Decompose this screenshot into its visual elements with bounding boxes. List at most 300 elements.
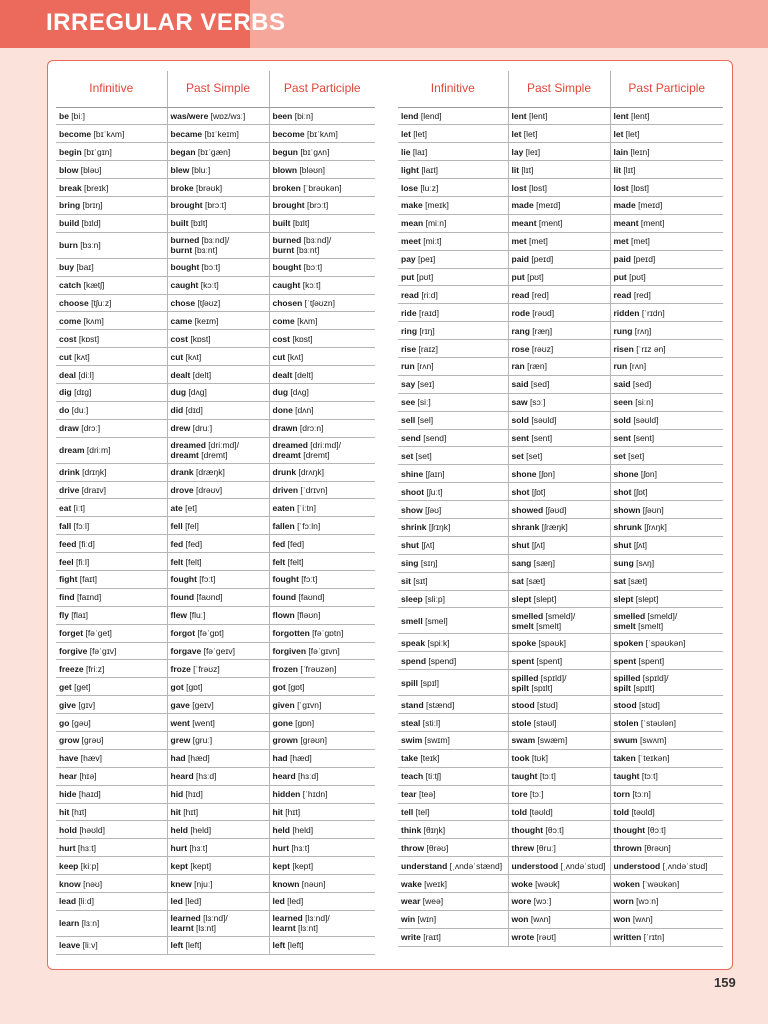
past-participle-cell: chosen [ˈtʃəʊzn] [269, 294, 375, 312]
past-participle-cell: hit [hɪt] [269, 803, 375, 821]
infinitive-cell: steal [stiːl] [398, 714, 508, 732]
infinitive-cell: eat [iːt] [56, 499, 167, 517]
infinitive-cell: smell [smel] [398, 608, 508, 634]
past-participle-cell: fought [fɔːt] [269, 570, 375, 588]
infinitive-cell: win [wɪn] [398, 910, 508, 928]
infinitive-cell: set [set] [398, 447, 508, 465]
past-participle-cell: put [pʊt] [610, 268, 723, 286]
past-participle-cell: taken [ˈteɪkən] [610, 749, 723, 767]
table-row [56, 624, 375, 642]
past-simple-cell: spent [spent] [508, 652, 610, 670]
past-simple-cell: learned [lɜːnd]/ learnt [lɜːnt] [167, 910, 269, 936]
past-simple-cell: dreamed [driːmd]/ dreamt [dremt] [167, 437, 269, 463]
table-row [398, 696, 723, 714]
past-participle-cell: smelled [smeld]/ smelt [smelt] [610, 608, 723, 634]
infinitive-cell: read [riːd] [398, 286, 508, 304]
past-participle-cell: felt [felt] [269, 553, 375, 571]
past-simple-cell: tore [tɔː] [508, 785, 610, 803]
infinitive-cell: make [meɪk] [398, 196, 508, 214]
infinitive-cell: take [teɪk] [398, 749, 508, 767]
infinitive-cell: burn [bɜːn] [56, 232, 167, 258]
infinitive-cell: rise [raɪz] [398, 340, 508, 358]
past-participle-cell: lain [leɪn] [610, 143, 723, 161]
table-row [398, 196, 723, 214]
past-participle-cell: understood [ˌʌndəˈstʊd] [610, 857, 723, 875]
table-row [56, 143, 375, 161]
table-row [398, 107, 723, 125]
infinitive-cell: shut [ʃʌt] [398, 536, 508, 554]
past-participle-cell: written [ˈrɪtn] [610, 928, 723, 946]
table-row [56, 214, 375, 232]
infinitive-cell: drink [drɪŋk] [56, 463, 167, 481]
table-row [398, 608, 723, 634]
past-participle-cell: made [meɪd] [610, 196, 723, 214]
table-row [398, 393, 723, 411]
past-participle-cell: learned [lɜːnd]/ learnt [lɜːnt] [269, 910, 375, 936]
table-row [56, 606, 375, 624]
infinitive-cell: be [biː] [56, 107, 167, 125]
past-simple-cell: rode [rəʊd] [508, 304, 610, 322]
past-simple-cell: went [went] [167, 714, 269, 732]
infinitive-cell: send [send] [398, 429, 508, 447]
infinitive-cell: begin [bɪˈɡɪn] [56, 143, 167, 161]
table-row [398, 875, 723, 893]
table-row [398, 125, 723, 143]
infinitive-cell: understand [ˌʌndəˈstænd] [398, 857, 508, 875]
table-header-row [398, 71, 723, 107]
past-participle-cell: said [sed] [610, 375, 723, 393]
verbs-table-right-body [398, 107, 723, 946]
past-simple-cell: shut [ʃʌt] [508, 536, 610, 554]
table-row [398, 554, 723, 572]
past-participle-cell: taught [tɔːt] [610, 767, 723, 785]
past-simple-cell: dug [dʌɡ] [167, 383, 269, 401]
past-participle-cell: dealt [delt] [269, 366, 375, 384]
past-simple-cell: wrote [rəʊt] [508, 928, 610, 946]
table-row [56, 401, 375, 419]
table-row [56, 803, 375, 821]
table-row [56, 499, 375, 517]
column-header-infinitive: Infinitive [56, 71, 167, 107]
infinitive-cell: let [let] [398, 125, 508, 143]
past-participle-cell: sold [səʊld] [610, 411, 723, 429]
infinitive-cell: choose [tʃuːz] [56, 294, 167, 312]
past-simple-cell: took [tʊk] [508, 749, 610, 767]
table-row [398, 232, 723, 250]
past-simple-cell: spilled [spɪld]/ spilt [spɪlt] [508, 670, 610, 696]
past-simple-cell: found [faʊnd] [167, 588, 269, 606]
infinitive-cell: learn [lɜːn] [56, 910, 167, 936]
past-simple-cell: put [pʊt] [508, 268, 610, 286]
infinitive-cell: teach [tiːtʃ] [398, 767, 508, 785]
past-simple-cell: bought [bɔːt] [167, 258, 269, 276]
past-simple-cell: heard [hɜːd] [167, 767, 269, 785]
past-participle-cell: shot [ʃɒt] [610, 483, 723, 501]
table-row [56, 570, 375, 588]
past-simple-cell: drove [drəʊv] [167, 481, 269, 499]
past-participle-cell: sent [sent] [610, 429, 723, 447]
infinitive-cell: mean [miːn] [398, 214, 508, 232]
past-simple-cell: lit [lɪt] [508, 161, 610, 179]
table-row [56, 714, 375, 732]
past-simple-cell: flew [fluː] [167, 606, 269, 624]
table-row [398, 785, 723, 803]
infinitive-cell: lead [liːd] [56, 893, 167, 911]
past-participle-cell: been [biːn] [269, 107, 375, 125]
table-row [56, 910, 375, 936]
table-row [56, 276, 375, 294]
past-participle-cell: sat [sæt] [610, 572, 723, 590]
infinitive-cell: catch [kætʃ] [56, 276, 167, 294]
header-accent-band [250, 0, 768, 48]
infinitive-cell: hurt [hɜːt] [56, 839, 167, 857]
infinitive-cell: ride [raɪd] [398, 304, 508, 322]
infinitive-cell: ring [rɪŋ] [398, 322, 508, 340]
past-participle-cell: lit [lɪt] [610, 161, 723, 179]
infinitive-cell: sing [sɪŋ] [398, 554, 508, 572]
past-participle-cell: seen [siːn] [610, 393, 723, 411]
table-row [398, 821, 723, 839]
infinitive-cell: cut [kʌt] [56, 348, 167, 366]
past-simple-cell: wore [wɔː] [508, 893, 610, 911]
table-row [56, 125, 375, 143]
past-participle-cell: driven [ˈdrɪvn] [269, 481, 375, 499]
past-participle-cell: set [set] [610, 447, 723, 465]
past-participle-cell: held [held] [269, 821, 375, 839]
past-participle-cell: rung [rʌŋ] [610, 322, 723, 340]
infinitive-cell: lend [lend] [398, 107, 508, 125]
past-simple-cell: shot [ʃɒt] [508, 483, 610, 501]
verbs-table-left [56, 71, 375, 955]
infinitive-cell: see [siː] [398, 393, 508, 411]
table-row [398, 304, 723, 322]
infinitive-cell: shine [ʃaɪn] [398, 465, 508, 483]
column-header-past-simple: Past Simple [167, 71, 269, 107]
table-row [398, 322, 723, 340]
infinitive-cell: dig [dɪɡ] [56, 383, 167, 401]
infinitive-cell: bring [brɪŋ] [56, 196, 167, 214]
infinitive-cell: hide [haɪd] [56, 785, 167, 803]
past-participle-cell: thought [θɔːt] [610, 821, 723, 839]
past-simple-cell: said [sed] [508, 375, 610, 393]
past-simple-cell: thought [θɔːt] [508, 821, 610, 839]
past-simple-cell: sold [səʊld] [508, 411, 610, 429]
past-participle-cell: spent [spent] [610, 652, 723, 670]
past-simple-cell: rang [ræŋ] [508, 322, 610, 340]
table-row [398, 634, 723, 652]
table-row [398, 590, 723, 608]
verbs-table-right [398, 71, 723, 947]
past-participle-cell: broken [ˈbrəʊkən] [269, 179, 375, 197]
past-participle-cell: cost [kɒst] [269, 330, 375, 348]
past-simple-cell: was/were [wɒz/wɜː] [167, 107, 269, 125]
past-participle-cell: caught [kɔːt] [269, 276, 375, 294]
infinitive-cell: write [raɪt] [398, 928, 508, 946]
verbs-card [47, 60, 733, 970]
infinitive-cell: know [nəʊ] [56, 875, 167, 893]
infinitive-cell: run [rʌn] [398, 357, 508, 375]
past-participle-cell: known [nəʊn] [269, 875, 375, 893]
infinitive-cell: show [ʃəʊ] [398, 501, 508, 519]
table-row [398, 732, 723, 750]
past-participle-cell: left [left] [269, 936, 375, 954]
past-participle-cell: built [bɪlt] [269, 214, 375, 232]
past-participle-cell: given [ˈɡɪvn] [269, 696, 375, 714]
table-row [398, 286, 723, 304]
past-participle-cell: begun [bɪˈɡʌn] [269, 143, 375, 161]
past-simple-cell: sat [sæt] [508, 572, 610, 590]
table-row [56, 678, 375, 696]
table-row [398, 536, 723, 554]
table-row [56, 419, 375, 437]
table-row [398, 411, 723, 429]
past-simple-cell: began [bɪˈɡæn] [167, 143, 269, 161]
past-participle-cell: frozen [ˈfrəʊzən] [269, 660, 375, 678]
table-row [398, 214, 723, 232]
infinitive-cell: buy [baɪ] [56, 258, 167, 276]
past-participle-cell: sung [sʌŋ] [610, 554, 723, 572]
past-participle-cell: torn [tɔːn] [610, 785, 723, 803]
infinitive-cell: meet [miːt] [398, 232, 508, 250]
past-participle-cell: worn [wɔːn] [610, 893, 723, 911]
past-simple-cell: drew [druː] [167, 419, 269, 437]
past-simple-cell: saw [sɔː] [508, 393, 610, 411]
past-simple-cell: told [təʊld] [508, 803, 610, 821]
column-header-past-participle: Past Participle [610, 71, 723, 107]
table-row [56, 660, 375, 678]
table-row [56, 785, 375, 803]
past-simple-cell: forgave [fəˈɡeɪv] [167, 642, 269, 660]
past-participle-cell: forgotten [fəˈɡɒtn] [269, 624, 375, 642]
infinitive-cell: feed [fiːd] [56, 535, 167, 553]
table-row [56, 383, 375, 401]
table-row [398, 670, 723, 696]
past-participle-cell: stolen [ˈstəʊlən] [610, 714, 723, 732]
past-simple-cell: dealt [delt] [167, 366, 269, 384]
infinitive-cell: become [bɪˈkʌm] [56, 125, 167, 143]
past-participle-cell: hurt [hɜːt] [269, 839, 375, 857]
infinitive-cell: shrink [ʃrɪŋk] [398, 518, 508, 536]
table-row [56, 535, 375, 553]
past-participle-cell: hidden [ˈhɪdn] [269, 785, 375, 803]
infinitive-cell: lie [laɪ] [398, 143, 508, 161]
past-simple-cell: did [dɪd] [167, 401, 269, 419]
infinitive-cell: wake [weɪk] [398, 875, 508, 893]
past-participle-cell: cut [kʌt] [269, 348, 375, 366]
infinitive-cell: get [ɡet] [56, 678, 167, 696]
infinitive-cell: sleep [sliːp] [398, 590, 508, 608]
past-simple-cell: paid [peɪd] [508, 250, 610, 268]
past-simple-cell: smelled [smeld]/ smelt [smelt] [508, 608, 610, 634]
table-row [56, 732, 375, 750]
infinitive-cell: feel [fiːl] [56, 553, 167, 571]
past-participle-cell: lent [lent] [610, 107, 723, 125]
page-title: IRREGULAR VERBS [46, 9, 286, 36]
table-row [398, 179, 723, 197]
infinitive-cell: deal [diːl] [56, 366, 167, 384]
infinitive-cell: tear [teə] [398, 785, 508, 803]
past-simple-cell: burned [bɜːnd]/ burnt [bɜːnt] [167, 232, 269, 258]
table-row [56, 258, 375, 276]
infinitive-cell: think [θɪŋk] [398, 821, 508, 839]
table-row [56, 839, 375, 857]
past-participle-cell: ridden [ˈrɪdn] [610, 304, 723, 322]
past-simple-cell: set [set] [508, 447, 610, 465]
past-participle-cell: had [hæd] [269, 749, 375, 767]
past-participle-cell: risen [ˈrɪz ən] [610, 340, 723, 358]
past-simple-cell: won [wʌn] [508, 910, 610, 928]
infinitive-cell: stand [stænd] [398, 696, 508, 714]
past-participle-cell: dug [dʌɡ] [269, 383, 375, 401]
infinitive-cell: dream [driːm] [56, 437, 167, 463]
table-row [56, 821, 375, 839]
infinitive-cell: say [seɪ] [398, 375, 508, 393]
past-simple-cell: rose [rəʊz] [508, 340, 610, 358]
past-participle-cell: drunk [drʌŋk] [269, 463, 375, 481]
infinitive-cell: have [hæv] [56, 749, 167, 767]
table-row [398, 893, 723, 911]
table-row [398, 767, 723, 785]
infinitive-cell: hear [hɪə] [56, 767, 167, 785]
past-simple-cell: showed [ʃəʊd] [508, 501, 610, 519]
past-participle-cell: forgiven [fəˈɡɪvn] [269, 642, 375, 660]
past-simple-cell: kept [kept] [167, 857, 269, 875]
table-row [398, 447, 723, 465]
table-row [398, 268, 723, 286]
past-participle-cell: met [met] [610, 232, 723, 250]
infinitive-cell: put [pʊt] [398, 268, 508, 286]
past-participle-cell: stood [stʊd] [610, 696, 723, 714]
past-participle-cell: burned [bɜːnd]/ burnt [bɜːnt] [269, 232, 375, 258]
past-participle-cell: paid [peɪd] [610, 250, 723, 268]
table-row [398, 465, 723, 483]
infinitive-cell: blow [bləʊ] [56, 161, 167, 179]
past-simple-cell: hurt [hɜːt] [167, 839, 269, 857]
table-row [398, 429, 723, 447]
past-simple-cell: fell [fel] [167, 517, 269, 535]
table-row [56, 179, 375, 197]
table-row [56, 330, 375, 348]
past-simple-cell: chose [tʃəʊz] [167, 294, 269, 312]
table-row [56, 348, 375, 366]
table-row [56, 481, 375, 499]
past-simple-cell: broke [brəʊk] [167, 179, 269, 197]
past-participle-cell: spoken [ˈspəʊkən] [610, 634, 723, 652]
table-row [398, 803, 723, 821]
table-row [398, 839, 723, 857]
infinitive-cell: wear [weə] [398, 893, 508, 911]
table-row [56, 749, 375, 767]
table-row [398, 340, 723, 358]
table-row [56, 366, 375, 384]
past-participle-cell: woken [ˈwəʊkən] [610, 875, 723, 893]
table-row [56, 161, 375, 179]
infinitive-cell: shoot [ʃuːt] [398, 483, 508, 501]
past-simple-cell: hid [hɪd] [167, 785, 269, 803]
past-participle-cell: slept [slept] [610, 590, 723, 608]
past-participle-cell: spilled [spɪld]/ spilt [spɪlt] [610, 670, 723, 696]
past-participle-cell: dreamed [driːmd]/ dreamt [dremt] [269, 437, 375, 463]
page-number: 159 [714, 975, 736, 990]
past-simple-cell: had [hæd] [167, 749, 269, 767]
infinitive-cell: give [ɡɪv] [56, 696, 167, 714]
past-simple-cell: forgot [fəˈɡɒt] [167, 624, 269, 642]
past-simple-cell: built [bɪlt] [167, 214, 269, 232]
past-participle-cell: shrunk [ʃrʌŋk] [610, 518, 723, 536]
past-participle-cell: kept [kept] [269, 857, 375, 875]
past-participle-cell: flown [fləʊn] [269, 606, 375, 624]
table-row [56, 294, 375, 312]
past-simple-cell: let [let] [508, 125, 610, 143]
past-participle-cell: got [ɡɒt] [269, 678, 375, 696]
column-header-past-participle: Past Participle [269, 71, 375, 107]
past-simple-cell: got [ɡɒt] [167, 678, 269, 696]
table-row [398, 483, 723, 501]
table-header-row [56, 71, 375, 107]
past-simple-cell: left [left] [167, 936, 269, 954]
verbs-table-left-body [56, 107, 375, 954]
past-participle-cell: fallen [ˈfɔːln] [269, 517, 375, 535]
past-simple-cell: stole [stəʊl] [508, 714, 610, 732]
past-simple-cell: meant [ment] [508, 214, 610, 232]
past-participle-cell: won [wʌn] [610, 910, 723, 928]
table-row [56, 553, 375, 571]
table-row [56, 437, 375, 463]
past-simple-cell: ran [ræn] [508, 357, 610, 375]
past-simple-cell: spoke [spəʊk] [508, 634, 610, 652]
past-simple-cell: knew [njuː] [167, 875, 269, 893]
past-simple-cell: drank [dræŋk] [167, 463, 269, 481]
past-simple-cell: froze [ˈfrəʊz] [167, 660, 269, 678]
past-participle-cell: let [let] [610, 125, 723, 143]
infinitive-cell: hold [həʊld] [56, 821, 167, 839]
table-row [398, 572, 723, 590]
infinitive-cell: draw [drɔː] [56, 419, 167, 437]
page-header [0, 0, 768, 48]
past-participle-cell: meant [ment] [610, 214, 723, 232]
infinitive-cell: cost [kɒst] [56, 330, 167, 348]
table-row [56, 696, 375, 714]
past-simple-cell: slept [slept] [508, 590, 610, 608]
past-simple-cell: fed [fed] [167, 535, 269, 553]
past-participle-cell: drawn [drɔːn] [269, 419, 375, 437]
table-row [56, 517, 375, 535]
past-simple-cell: brought [brɔːt] [167, 196, 269, 214]
infinitive-cell: fall [fɔːl] [56, 517, 167, 535]
infinitive-cell: sit [sɪt] [398, 572, 508, 590]
past-participle-cell: done [dʌn] [269, 401, 375, 419]
past-simple-cell: stood [stʊd] [508, 696, 610, 714]
infinitive-cell: sell [sel] [398, 411, 508, 429]
past-simple-cell: swam [swæm] [508, 732, 610, 750]
past-simple-cell: cost [kɒst] [167, 330, 269, 348]
past-participle-cell: led [led] [269, 893, 375, 911]
table-row [398, 910, 723, 928]
past-simple-cell: read [red] [508, 286, 610, 304]
infinitive-cell: lose [luːz] [398, 179, 508, 197]
past-participle-cell: told [təʊld] [610, 803, 723, 821]
past-simple-cell: made [meɪd] [508, 196, 610, 214]
past-simple-cell: taught [tɔːt] [508, 767, 610, 785]
table-row [56, 767, 375, 785]
infinitive-cell: come [kʌm] [56, 312, 167, 330]
past-simple-cell: caught [kɔːt] [167, 276, 269, 294]
past-participle-cell: grown [ɡrəʊn] [269, 732, 375, 750]
table-row [56, 875, 375, 893]
past-simple-cell: threw [θruː] [508, 839, 610, 857]
infinitive-cell: leave [liːv] [56, 936, 167, 954]
infinitive-cell: pay [peɪ] [398, 250, 508, 268]
